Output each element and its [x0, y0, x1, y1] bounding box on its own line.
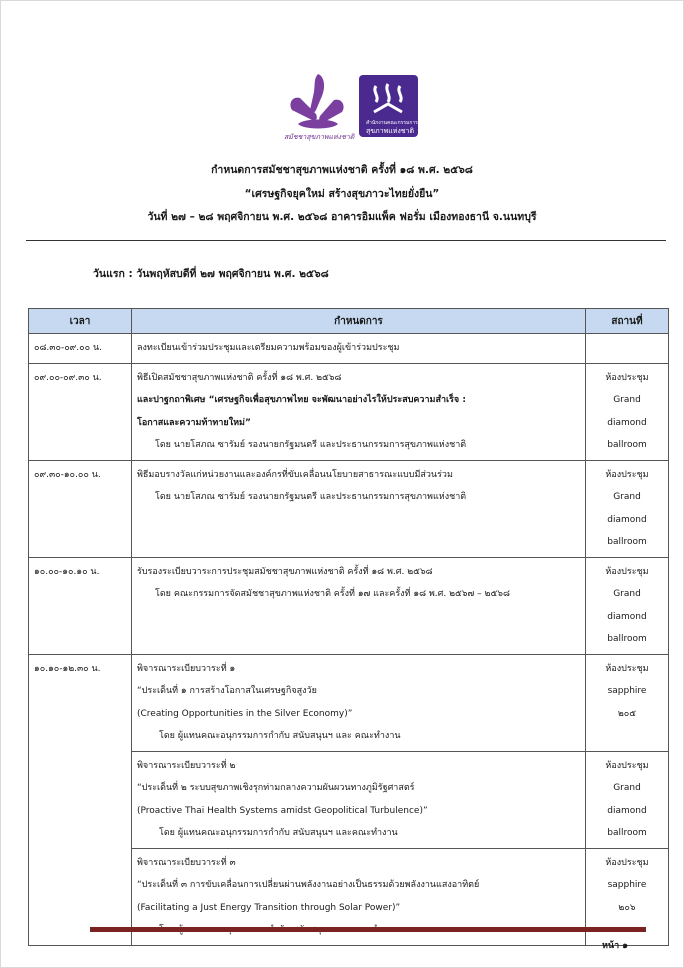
venue-line: ballroom: [607, 537, 647, 547]
venue-line: ห้องประชุม: [605, 760, 649, 771]
agenda-line: (Facilitating a Just Energy Transition through Solar Power)”: [137, 902, 401, 913]
logos: [280, 70, 430, 142]
venue-line: ballroom: [607, 634, 647, 644]
time-cell: ๐๙.๓๐-๑๐.๐๐ น.: [29, 460, 132, 557]
agenda-line: (Creating Opportunities in the Silver Economy)”: [137, 708, 353, 719]
agenda-cell: [132, 751, 586, 848]
column-header-time: เวลา: [29, 309, 132, 334]
page-number: หน้า ๑: [602, 941, 628, 951]
venue-line: diamond: [607, 514, 647, 525]
table-row: [29, 557, 669, 654]
agenda-line: (Proactive Thai Health Systems amidst Geopolitical Turbulence)”: [137, 805, 428, 816]
venue-line: sapphire: [607, 880, 647, 890]
agenda-line: “ประเด็นที่ ๑ การสร้างโอกาสในเศรษฐกิจสูงวัย: [137, 686, 317, 696]
schedule-table: [28, 308, 669, 946]
left-logo-caption: สมัชชาสุขภาพแห่งชาติ: [284, 133, 355, 141]
column-header-venue: สถานที่: [586, 309, 669, 334]
footer-bar: [90, 927, 646, 932]
agenda-line: และปาฐกถาพิเศษ “เศรษฐกิจเพื่อสุขภาพไทย จะพัฒนาอย่างไรให้ประสบความสำเร็จ :: [137, 395, 466, 405]
venue-cell: [586, 654, 669, 751]
table-row: [29, 460, 669, 557]
venue-line: ห้องประชุม: [605, 566, 649, 577]
agenda-cell: [132, 557, 586, 654]
venue-line: ๒๐๖: [618, 902, 636, 913]
agenda-line: พิธีเปิดสมัชชาสุขภาพแห่งชาติ ครั้งที่ ๑๘ พ.ศ. ๒๕๖๘: [137, 372, 342, 383]
table-header-row: [29, 309, 669, 334]
venue-line: sapphire: [607, 686, 647, 696]
venue-cell: [586, 460, 669, 557]
agenda-cell: [132, 334, 586, 364]
venue-cell: [586, 557, 669, 654]
agenda-presenter: โดย ผู้แทนคณะอนุกรรมการกำกับ สนับสนุนฯ และ คณะทำงาน: [159, 731, 401, 741]
venue-line: ballroom: [607, 440, 647, 450]
venue-line: Grand: [613, 492, 641, 502]
agenda-presenter: โดย นายโสภณ ซารัมย์ รองนายกรัฐมนตรี และประธานกรรมการสุขภาพแห่งชาติ: [155, 492, 467, 502]
venue-line: Grand: [613, 783, 641, 793]
agenda-cell: [132, 460, 586, 557]
right-logo-caption-bottom: สุขภาพแห่งชาติ: [366, 127, 414, 135]
column-header-agenda: กำหนดการ: [132, 309, 586, 334]
venue-line: ห้องประชุม: [605, 857, 649, 868]
agenda-line: พิจารณาระเบียบวาระที่ ๓: [137, 857, 236, 868]
right-logo-caption-top: สำนักงานคณะกรรมการ: [366, 120, 418, 126]
time-cell: ๑๐.๑๐-๑๒.๓๐ น.: [29, 654, 132, 945]
venue-line: diamond: [607, 611, 647, 622]
agenda-line: พิจารณาระเบียบวาระที่ ๒: [137, 760, 236, 771]
venue-line: diamond: [607, 417, 647, 428]
table-row: [29, 363, 669, 460]
venue-cell: [586, 363, 669, 460]
agenda-line: พิธีมอบรางวัลแก่หน่วยงานและองค์กรที่ขับเคลื่อนนโยบายสาธารณะแบบมีส่วนร่วม: [137, 469, 453, 480]
table-row: [29, 654, 669, 751]
agenda-cell: [132, 363, 586, 460]
agenda-presenter: โดย ผู้แทนคณะอนุกรรมการกำกับ สนับสนุนฯ และคณะทำงาน: [159, 828, 398, 838]
agenda-line: รับรองระเบียบวาระการประชุมสมัชชาสุขภาพแห่งชาติ ครั้งที่ ๑๘ พ.ศ. ๒๕๖๘: [137, 566, 433, 577]
header-divider: [26, 240, 666, 241]
venue-line: ห้องประชุม: [605, 372, 649, 383]
venue-line: ballroom: [607, 828, 647, 838]
table-row: [29, 334, 669, 364]
agenda-line: พิจารณาระเบียบวาระที่ ๑: [137, 663, 236, 674]
agenda-line: “ประเด็นที่ ๓ การขับเคลื่อนการเปลี่ยนผ่านพลังงานอย่างเป็นธรรมด้วยพลังงานแสงอาทิตย์: [137, 880, 480, 890]
document-title: กำหนดการสมัชชาสุขภาพแห่งชาติ ครั้งที่ ๑๘ พ.ศ. ๒๕๖๘: [211, 164, 473, 176]
venue-line: ห้องประชุม: [605, 663, 649, 674]
venue-line: ห้องประชุม: [605, 469, 649, 480]
agenda-presenter: โดย คณะกรรมการจัดสมัชชาสุขภาพแห่งชาติ ครั้งที่ ๑๗ และครั้งที่ ๑๘ พ.ศ. ๒๕๖๗ – ๒๕๖๘: [155, 589, 510, 599]
venue-line: ๒๐๕: [617, 708, 637, 719]
venue-cell: [586, 751, 669, 848]
agenda-line: ลงทะเบียนเข้าร่วมประชุมและเตรียมความพร้อมของผู้เข้าร่วมประชุม: [137, 343, 400, 353]
agenda-line: โอกาสและความท้าทายใหม่”: [137, 417, 251, 428]
venue-line: diamond: [607, 805, 647, 816]
agenda-cell: [132, 654, 586, 751]
document-date-venue: วันที่ ๒๗ – ๒๘ พฤศจิกายน พ.ศ. ๒๕๖๘ อาคารอิมแพ็ค ฟอรั่ม เมืองทองธานี จ.นนทบุรี: [147, 211, 537, 223]
venue-cell: [586, 334, 669, 364]
day-title: วันแรก : วันพฤหัสบดีที่ ๒๗ พฤศจิกายน พ.ศ. ๒๕๖๘: [93, 268, 329, 280]
time-cell: ๐๙.๐๐-๐๙.๓๐ น.: [29, 363, 132, 460]
time-cell: ๐๘.๓๐-๐๙.๐๐ น.: [29, 334, 132, 364]
agenda-line: “ประเด็นที่ ๒ ระบบสุขภาพเชิงรุกท่ามกลางความผันผวนทางภูมิรัฐศาสตร์: [137, 783, 415, 793]
document-theme: “เศรษฐกิจยุคใหม่ สร้างสุขภาวะไทยยั่งยืน”: [244, 188, 440, 200]
time-cell: ๑๐.๐๐-๑๐.๑๐ น.: [29, 557, 132, 654]
agenda-presenter: โดย นายโสภณ ซารัมย์ รองนายกรัฐมนตรี และประธานกรรมการสุขภาพแห่งชาติ: [155, 440, 467, 450]
venue-line: Grand: [613, 589, 641, 599]
venue-line: Grand: [613, 395, 641, 405]
